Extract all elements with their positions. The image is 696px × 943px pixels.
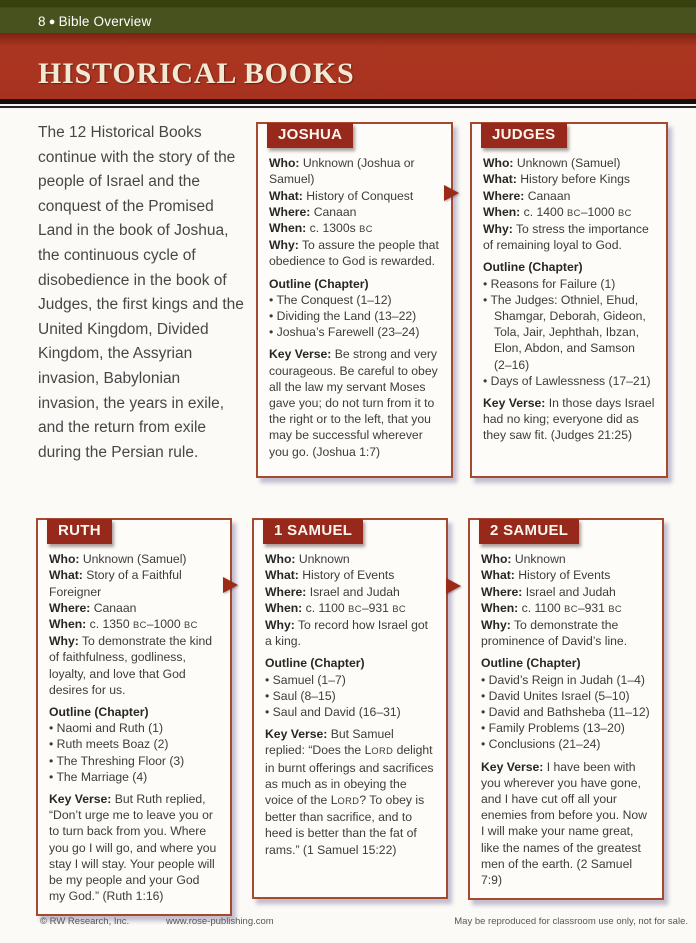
outline-item: • The Marriage (4) (49, 769, 219, 785)
field-why: Why: To demonstrate the kind of faithfulness, godliness, loyalty, and love that God desires for us. (49, 634, 213, 697)
field-who: Who: Unknown (481, 552, 566, 567)
flow-arrow-icon (223, 577, 238, 593)
outline-item: • Family Problems (13–20) (481, 720, 651, 736)
book-facts (265, 551, 435, 649)
page-number: 8 (38, 14, 46, 29)
outline-item: • Samuel (1–7) (265, 672, 435, 688)
outline-item: • Dividing the Land (13–22) (269, 308, 440, 324)
copyright-text: © RW Research, Inc. (40, 916, 130, 927)
field-who: Who: Unknown (265, 552, 350, 567)
divider-rule-thin (0, 106, 696, 108)
book-box-2-samuel (468, 518, 664, 900)
field-why: Why: To demonstrate the prominence of David’s line. (481, 618, 628, 649)
section-title: HISTORICAL BOOKS (38, 57, 355, 90)
key-verse: Key Verse: Be strong and very courageous. Be careful to obey all the law my servant Moses gave you; do not turn from it to the right or to the left, that you may be successful wherever you go. (Joshua 1:7) (269, 347, 438, 459)
outline-item: • David Unites Israel (5–10) (481, 688, 651, 704)
book-box-judges (470, 122, 668, 478)
outline-item: • Naomi and Ruth (1) (49, 720, 219, 736)
outline-section (265, 655, 435, 720)
field-what: What: Story of a Faithful Foreigner (49, 568, 182, 599)
book-title-tab: 2 SAMUEL (479, 519, 579, 544)
book-title-tab: 1 SAMUEL (263, 519, 363, 544)
field-where: Where: Canaan (49, 600, 137, 615)
outline-heading: Outline (Chapter) (483, 260, 583, 275)
field-who: Who: Unknown (Samuel) (483, 156, 621, 171)
book-facts (481, 551, 651, 649)
outline-list (483, 276, 655, 389)
outline-heading: Outline (Chapter) (265, 656, 365, 671)
book-box-1-samuel (252, 518, 448, 899)
outline-item: • Conclusions (21–24) (481, 736, 651, 752)
page-footer (0, 916, 696, 936)
outline-section (483, 259, 655, 389)
field-when: When: c. 1100 BC–931 BC (481, 600, 623, 615)
field-when: When: c. 1350 BC–1000 BC (49, 617, 198, 632)
outline-heading: Outline (Chapter) (269, 276, 369, 291)
book-facts (269, 155, 440, 269)
publisher-website: www.rose-publishing.com (166, 916, 274, 927)
field-when: When: c. 1100 BC–931 BC (265, 600, 407, 615)
outline-item: • Saul (8–15) (265, 688, 435, 704)
key-verse: Key Verse: I have been with you wherever you have gone, and I have cut off all your enemies from before you. Now I will make your name great, like the names of the greatest men of the earth. (2 Samuel 7:9) (481, 759, 647, 888)
outline-item: • Reasons for Failure (1) (483, 276, 655, 292)
intro-paragraph: The 12 Historical Books continue with the story of the people of Israel and the conquest of the Promised Land in the book of Joshua, the continuous cycle of disobedience in the book of Judges, the first kings and the United Kingdom, Divided Kingdom, the Assyrian invasion, Babylonian invasion, the years in exile, and the return from exile during the Persian rule. (38, 124, 244, 461)
outline-section (269, 276, 440, 341)
key-verse: Key Verse: But Ruth replied, “Don’t urge me to leave you or to turn back from you. Where you go I will go, and where you stay I will stay. Your people will be my people and your God my God.” (Ruth 1:16) (49, 792, 217, 904)
outline-section (481, 655, 651, 752)
section-banner (0, 33, 696, 99)
field-what: What: History of Events (265, 568, 395, 583)
book-box-joshua (256, 122, 453, 478)
outline-heading: Outline (Chapter) (481, 656, 581, 671)
key-verse: Key Verse: But Samuel replied: “Does the LORD delight in burnt offerings and sacrifices as much as in obeying the voice of the LORD? To obey is better than sacrifice, and to heed is better than the fat of rams.” (1 Samuel 15:22) (265, 727, 434, 857)
outline-list (265, 672, 435, 721)
booklet-title: Bible Overview (58, 14, 152, 29)
flow-arrow-icon (444, 185, 459, 201)
outline-item: • The Threshing Floor (3) (49, 753, 219, 769)
outline-list (481, 672, 651, 753)
book-title-tab: RUTH (47, 519, 112, 544)
page-header-band (0, 0, 696, 33)
outline-heading: Outline (Chapter) (49, 705, 149, 720)
reproduction-notice: May be reproduced for classroom use only, not for sale. (454, 916, 688, 927)
book-facts (49, 551, 219, 698)
field-what: What: History before Kings (483, 172, 630, 187)
book-title-tab: JOSHUA (267, 123, 353, 148)
field-why: Why: To stress the importance of remaining loyal to God. (483, 222, 649, 253)
outline-item: • The Judges: Othniel, Ehud, Shamgar, Deborah, Gideon, Tola, Jair, Jephthah, Ibzan, Elon, Abdon, and Samson (2–16) (483, 292, 655, 373)
outline-item: • David’s Reign in Judah (1–4) (481, 672, 651, 688)
outline-item: • Ruth meets Boaz (2) (49, 736, 219, 752)
outline-item: • David and Bathsheba (11–12) (481, 704, 651, 720)
outline-item: • Days of Lawlessness (17–21) (483, 373, 655, 389)
book-facts (483, 155, 655, 253)
field-where: Where: Israel and Judah (265, 584, 400, 599)
field-where: Where: Canaan (269, 204, 357, 219)
field-why: Why: To record how Israel got a king. (265, 618, 429, 649)
outline-section (49, 704, 219, 785)
flow-arrow-icon (446, 578, 461, 594)
outline-list (269, 292, 440, 341)
field-who: Who: Unknown (Samuel) (49, 552, 187, 567)
outline-list (49, 720, 219, 785)
outline-item: • The Conquest (1–12) (269, 292, 440, 308)
field-where: Where: Israel and Judah (481, 584, 616, 599)
outline-item: • Joshua’s Farewell (23–24) (269, 324, 440, 340)
field-what: What: History of Conquest (269, 188, 414, 203)
field-why: Why: To assure the people that obedience to God is rewarded. (269, 238, 439, 269)
outline-item: • Saul and David (16–31) (265, 704, 435, 720)
book-title-tab: JUDGES (481, 123, 567, 148)
bullet-separator-icon: ● (48, 16, 56, 28)
field-when: When: c. 1400 BC–1000 BC (483, 204, 632, 219)
field-when: When: c. 1300s BC (269, 221, 373, 236)
key-verse: Key Verse: In those days Israel had no king; everyone did as they saw fit. (Judges 21:25) (483, 396, 655, 443)
book-box-ruth (36, 518, 232, 916)
field-where: Where: Canaan (483, 188, 571, 203)
page-header-text (38, 14, 151, 29)
field-what: What: History of Events (481, 568, 611, 583)
field-who: Who: Unknown (Joshua or Samuel) (269, 156, 415, 187)
